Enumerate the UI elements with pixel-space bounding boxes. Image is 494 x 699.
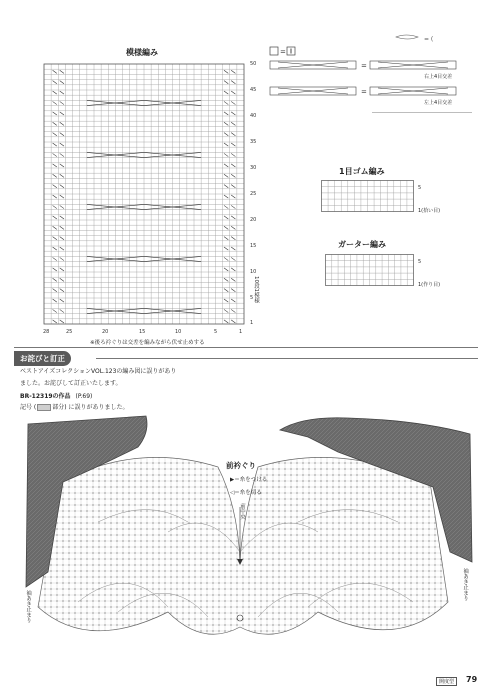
rib-row-number: 5 [418,185,422,191]
row-number: 50 [250,61,257,67]
symbol-tail: ) に誤りがありました。 [64,404,129,411]
column-number: 5 [214,329,218,335]
column-number: 25 [66,329,73,335]
attach-legend [230,475,267,483]
row-number: 35 [250,139,257,145]
cut-legend [230,488,262,496]
page-reference: (P.69) [75,393,93,400]
pattern-chart-title: 模様編み [126,48,158,57]
garter-note: 1(作り目) [418,282,441,288]
pattern-stitch-chart [40,60,250,328]
row-number: 45 [250,87,257,93]
attach-symbol-icon: ▶ [230,477,235,483]
column-number: 1 [239,329,243,335]
cut-label: ＝糸を切る [234,490,262,496]
svg-text:=: = [361,88,367,96]
page-number: 79 [466,675,478,684]
footer-badge: 開度型 [436,677,457,686]
center-label: 前中央 [239,503,245,520]
column-numbers [40,329,254,337]
left-sleeve-label: 袖あき止まり [25,590,31,623]
errata-product [20,392,92,402]
product-code: BR-12319の作品 [20,393,71,400]
symbol-label: 記号 ( [20,404,37,411]
row-number: 30 [250,165,257,171]
garter-chart [325,254,415,286]
neck-title: 前衿ぐり [226,461,256,470]
left-cross-label: 左上4目交差 [424,100,453,106]
chart-note: ※後ろ衿ぐりは交差を編みながら伏せ止めする [90,340,205,346]
rib-title: 1目ゴム編み [339,167,385,176]
cut-symbol-icon: ◁ [230,490,235,496]
errata-line-2: ました。お詫びして訂正いたします。 [20,380,122,387]
row-number: 1 [250,320,254,326]
symbol-part: 部分 [52,404,65,411]
row-number: 40 [250,113,257,119]
row-number: 5 [250,295,254,301]
row-number: 15 [250,243,257,249]
svg-text:=: = [280,48,286,56]
highlight-swatch [37,404,51,411]
garter-row-number: 5 [418,259,422,265]
symbol-legend [268,25,468,110]
column-number: 15 [139,329,146,335]
right-cross-label: 右上4目交差 [424,74,453,80]
row-number: 20 [250,217,257,223]
svg-text:=: = [361,62,367,70]
svg-text:= (: = ( [424,36,434,43]
rib-chart [321,180,415,212]
row-number: 10 [250,269,257,275]
column-number: 20 [102,329,109,335]
row-number: 25 [250,191,257,197]
right-sleeve-label: 袖あき止まり [462,568,468,601]
crochet-diagram [18,412,480,654]
errata-banner: お詫びと訂正 [14,351,71,366]
repeat-label: 10段1模様 [253,276,259,303]
column-number: 10 [175,329,182,335]
column-number: 28 [43,329,50,335]
garter-title: ガーター編み [338,240,386,249]
rib-note: 1(拾い目) [418,208,441,214]
attach-label: ＝糸をつける [234,477,268,483]
errata-line-1: ベストアイズコレクションVOL.123の編み図に誤りがあり [20,368,177,375]
